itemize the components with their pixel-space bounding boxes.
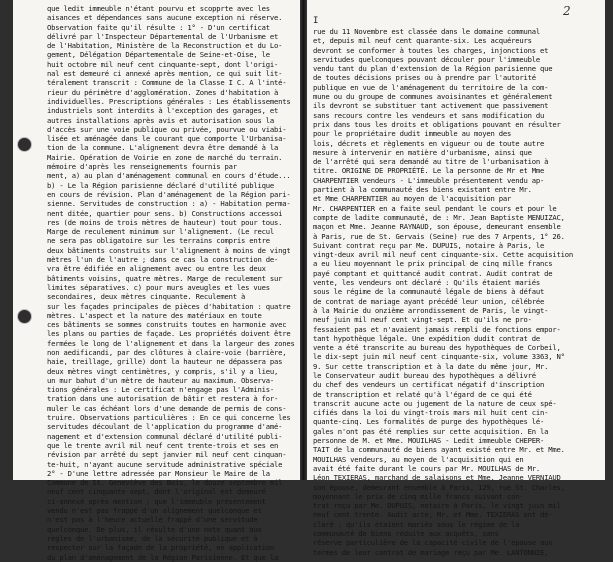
text-line: b) - Le la Région parisienne déclaré d'utilité publique [47,180,274,190]
text-line: cifiés dans la loi du vingt-trois mars mil huit cent cin- [313,408,549,418]
text-line: tant hypothèque légale. Une expédition dudit contrat de [313,333,540,343]
handwritten-page-mark: 2 [563,4,571,18]
text-line: TAIT de la communauté de biens ayant existé entre Mr. et Mme. [313,445,565,455]
text-line: non aedificandi, par des clôtures à claire-voie (barrière, [47,347,287,357]
text-line: CHARPENTIER vendeurs - L'immeuble présentement vendu ap- [313,175,545,185]
text-line: de transcription et relaté qu'à l'égard de ce qui été [313,389,532,399]
text-line: prix dans tous les droits et obligations pouvant en résulter [313,119,561,129]
text-line: à Paris, rue de St. Gervais (Seine) rue des 7 Arpents, 1° 26. [313,231,565,241]
text-line: neuf cent trente. Audit acte, Mr. et Mme. TEXIERAS ont dé- [313,510,553,520]
text-line: industriels sont interdits à l'exception des garages, et [47,106,279,116]
text-line: les plans ou parties de façade. Les propriétés doivent être [47,329,291,339]
text-line: huit octobre mil neuf cent cinquante-sept, dont l'origi- [47,59,279,69]
text-line: pour le propriétaire dudit immeuble au moyen des [313,129,512,139]
text-line: te-huit, n'ayant aucune servitude administrative spéciale [47,459,283,469]
text-line: ils devront se substituer tant activement que passivement [313,101,549,111]
text-line: avait été faite durant le cours par Mr. MOUILHAS de Mr. [313,463,540,473]
text-line: nent ditée, quartier pour sens. b) Constructions accessoi [47,208,283,218]
text-line: neuf cent cinquante-sept, dont l'original est demeuré [47,487,266,497]
text-line: vente, les vendeurs ont déclaré : Qu'ils étaient mariés [313,278,540,288]
text-line: ne sera pas obligatoire sur les terrains compris entre [47,236,270,246]
text-line: devront se conformer à toutes les charges, injonctions et [313,45,549,55]
text-line: truire. Observations particulières : En ce qui concerne les [47,413,291,423]
text-line: secondaires, deux mètres cinquante. Reculement à [47,292,246,302]
text-line: son épouse, demeurant ensemble à Paris, 129, rue St. Charles, [313,482,565,492]
text-line: aisances et dépendances sans aucune exception ni réserve. [47,13,283,23]
text-line: moyennant le prix de cinq mille francs suivant con- [313,491,524,501]
text-line: a eu lieu moyennant le prix principal de cinq mille francs [313,259,553,269]
text-line: transcrit aucune acte ou jugement de la nature de ceux spé- [313,398,557,408]
text-line: haie, treillage, grille) dont la hauteur ne dépassera pas [47,357,283,367]
text-line: tion de la commune. L'alignement devra être demandé à la [47,143,279,153]
text-line: trat reçu par Me. DUPUIS, notaire à Paris, le vingt juin mil [313,501,561,511]
text-line: nal est demeuré ci annexé après mention, ce qui suit lit- [47,69,283,79]
text-line: sans recours contre les vendeurs et sans modification du [313,110,545,120]
text-line: sienne. Servitudes de construction : a) - Habitation perma- [47,199,291,209]
text-line: muler le cas échéant lors d'une demande de permis de cons- [47,403,287,413]
text-line: mune ou du groupe de communes avoisinantes et généralement [313,92,553,102]
text-line: quelconque. De plus, il résulte d'une note quant aux [47,524,262,534]
text-line: mesure à intervenir en matière d'urbanisme, ainsi que [313,147,532,157]
text-line: limites séparatives. c) pour murs aveugles et les vues [47,282,270,292]
text-line: Suivant contrat reçu par Me. DUPUIS, notaire à Paris, le [313,240,545,250]
text-line: à la Mairie du onzième arrondissement de Paris, le vingt- [313,305,549,315]
text-line: claré : qu'ils étaient mariés sous le régime de la [313,519,520,529]
text-line: 2° - D'une lettre adressée par Monsieur le Maire de la [47,468,270,478]
left-page [13,0,300,562]
text-line: 9. Sur cette transcription et à la date du même jour, Mr. [313,361,549,371]
text-line: lisée et aménagée dans le courant que comporte l'Urbanisa- [47,134,287,144]
text-line: fessaient pas et n'avaient jamais rempli de fonctions empor- [313,324,561,334]
text-line: partient à la communauté des biens existant entre Mr. [313,185,532,195]
text-line: mètres l'un de l'autre ; dans ce cas la construction de- [47,255,279,265]
text-line: Marge de reculement minimum sur l'alignement. (Le recul [47,227,274,237]
left-page-text [47,4,295,562]
text-line: du plan d'aménagement de la Région Parisienne. Et que la [47,552,279,562]
text-line: un mur bahut d'un mètre de hauteur au maximum. Observa- [47,375,274,385]
text-line: ci-annexé après mention ; que l'immeuble présentement [47,496,266,506]
text-line: ment, a) au plan d'aménagement communal en cours d'étude... [47,171,291,181]
text-line: deux mètres vingt centimètres, y compris, s'il y a lieu, [47,366,279,376]
text-line: Mr. CHARPENTIER en a faite seul pendant le cours et pour le [313,203,557,213]
text-line: mémoire d'après les renseignements fournis par [47,162,237,172]
text-line: Léon TEXIERAS, marchand de salaisons et Mme. Jeanne VERNIAUD [313,473,561,483]
punch-hole-bottom [17,309,32,324]
text-line: que le trente avril mil neuf cent trente-trois et ses en [47,440,279,450]
right-page [307,0,605,557]
right-page-text [313,27,573,557]
text-line: Commune de St. Geneviève des Bois, le douze septembre mil [47,478,283,488]
text-line: publique en vue de l'aménagement du territoire de la com- [313,82,549,92]
text-line: d'accès sur une voie publique ou privée, pourvue ou viabi- [47,124,287,134]
text-line: vente a été transcrite au bureau des hypothèques de Corbeil, [313,343,561,353]
text-line: vendu n'est pas frappé d'un alignement quelconque et [47,506,262,516]
punch-hole-top [17,137,32,152]
text-line: personne de M. et Mme. MOUILHAS - Ledit immeuble CHEPER- [313,436,545,446]
text-line: servitudes quelconques pouvant découler pour l'immeuble [313,54,540,64]
text-line: réserve particulière de la capacité civile de l'épouse aux [313,538,553,548]
text-line: de l'arrêté qui sera demandé au titre de l'urbanisation à [313,157,549,167]
text-line: le Conservateur audit bureau des hypothèques a délivré [313,370,536,380]
text-line: res (de moins de trois mètres de hauteur) tout pour tous. [47,217,283,227]
text-line: mètres. L'aspect et la nature des matériaux en toute [47,310,262,320]
text-line: vendu tant du plan d'extension de la Région parisienne que [313,64,553,74]
text-line: servitudes découlant de l'application du programme d'amé- [47,422,283,432]
page-number: I [313,16,319,26]
text-line: titre. ORIGINE DE PROPRIÉTÉ. Le la personne de Mr et Mme [313,166,545,176]
text-line: rue du 11 Novembre est classée dans le domaine communal [313,27,540,36]
text-line: n'est pas à l'heure actuelle frappé d'une servitude [47,515,258,525]
text-line: sur les façades principales de pièces d'habitation : quatre [47,301,291,311]
text-line: règles de l'urbanisme, de la sécurité publique et à [47,533,258,543]
text-line: vingt-deux avril mil neuf cent cinquante-six. Cette acquisition [313,250,574,260]
text-line: nagement et d'extension communal déclaré d'utilité publi- [47,431,283,441]
text-line: le dix-sept juin mil neuf cent cinquante-six, volume 3363, N° [313,352,565,362]
text-line: Mairie. Opération de Voirie en zone de marché du terrain. [47,152,283,162]
text-line: gales n'ont pas été remplies sur cette acquisition. En la [313,426,549,436]
text-line: et Mme CHARPENTIER au moyen de l'acquisition par [313,194,512,204]
text-line: autres installations après avis et autorisation sous la [47,115,274,125]
text-line: gement, Délégation Départementale de Seine-et-Oise, le [47,50,270,60]
text-line: neuf juin mil neuf cent vingt-sept. Et qu'ils ne pro- [313,315,532,325]
text-line: tration dans une autorisation de bâtir et restera à for- [47,394,279,404]
text-line: révision par arrêté du sept janvier mil neuf cent cinquan- [47,450,287,460]
text-line: de l'Habitation, Ministère de la Reconstruction et du Lo- [47,41,283,51]
book-gutter [300,0,307,480]
text-line: ces bâtiments se sommes construits toutes en harmonie avec [47,320,287,330]
text-line: payé comptant et quittancé audit contrat. Audit contrat de [313,268,553,278]
text-line: de contrat de mariage ayant précédé leur union, célébrée [313,296,545,306]
text-line: respecter sur la façade de la propriété, en application [47,543,274,553]
text-line: sous le régime de la communauté légale de biens à défaut [313,287,545,297]
text-line: quante-cinq. Les formalités de purge des hypothèques lé- [313,417,545,427]
text-line: vra être édifiée en alignement avec ou entre les deux [47,264,266,274]
text-line: bâtiments voisins, quatre mètres. Marge de reculement sur [47,273,283,283]
text-line: du chef des vendeurs un certificat négatif d'inscription [313,380,545,390]
text-line: individuelles. Prescriptions générales : Les établissements [47,96,291,106]
text-line: lois, décrets et règlements en vigueur ou de toute autre [313,138,545,148]
text-line: maçon et Mme. Jeanne RAYNAUD, son épouse, demeurant ensemble [313,222,561,232]
text-line: termes de leur contrat de mariage reçu par Me. LANTONNIE, [313,547,549,557]
text-line: MOUILHAS vendeurs, au moyen de l'acquisition qui en [313,454,524,464]
text-line: rieur du périmètre d'agglomération. Zones d'habitation à [47,87,279,97]
text-line: délivré par l'Inspecteur Départemental de l'Urbanisme et [47,31,279,41]
text-line: fermées le long de l'alignement et dans la largeur des zones [47,338,295,348]
text-line: et, depuis mil neuf cent quarante-six. Les acquéreurs [313,36,532,46]
text-line: compte de ladite communauté, de : Mr. Jean Baptiste MENUIZAC, [313,212,565,222]
text-line: de toutes décisions prises ou à prendre par l'autorité [313,73,536,83]
text-line: téralement transcrit : Commune de la Classe I C. A l'inté- [47,78,287,88]
text-line: que ledit immeuble n'étant pourvu et scopprte avec les [47,4,270,13]
text-line: tions générales : Le certificat n'engage pas l'Adminis- [47,385,274,395]
text-line: communauté de biens réduite aux acquêts, sans [313,529,499,539]
text-line: deux bâtiments construits sur l'alignement à moins de vingt [47,245,291,255]
text-line: en cours de révision. Plan d'aménagement de la Région pari- [47,189,291,199]
text-line: Observation faite qu'il résulte : 1° - D'un certificat [47,22,270,32]
